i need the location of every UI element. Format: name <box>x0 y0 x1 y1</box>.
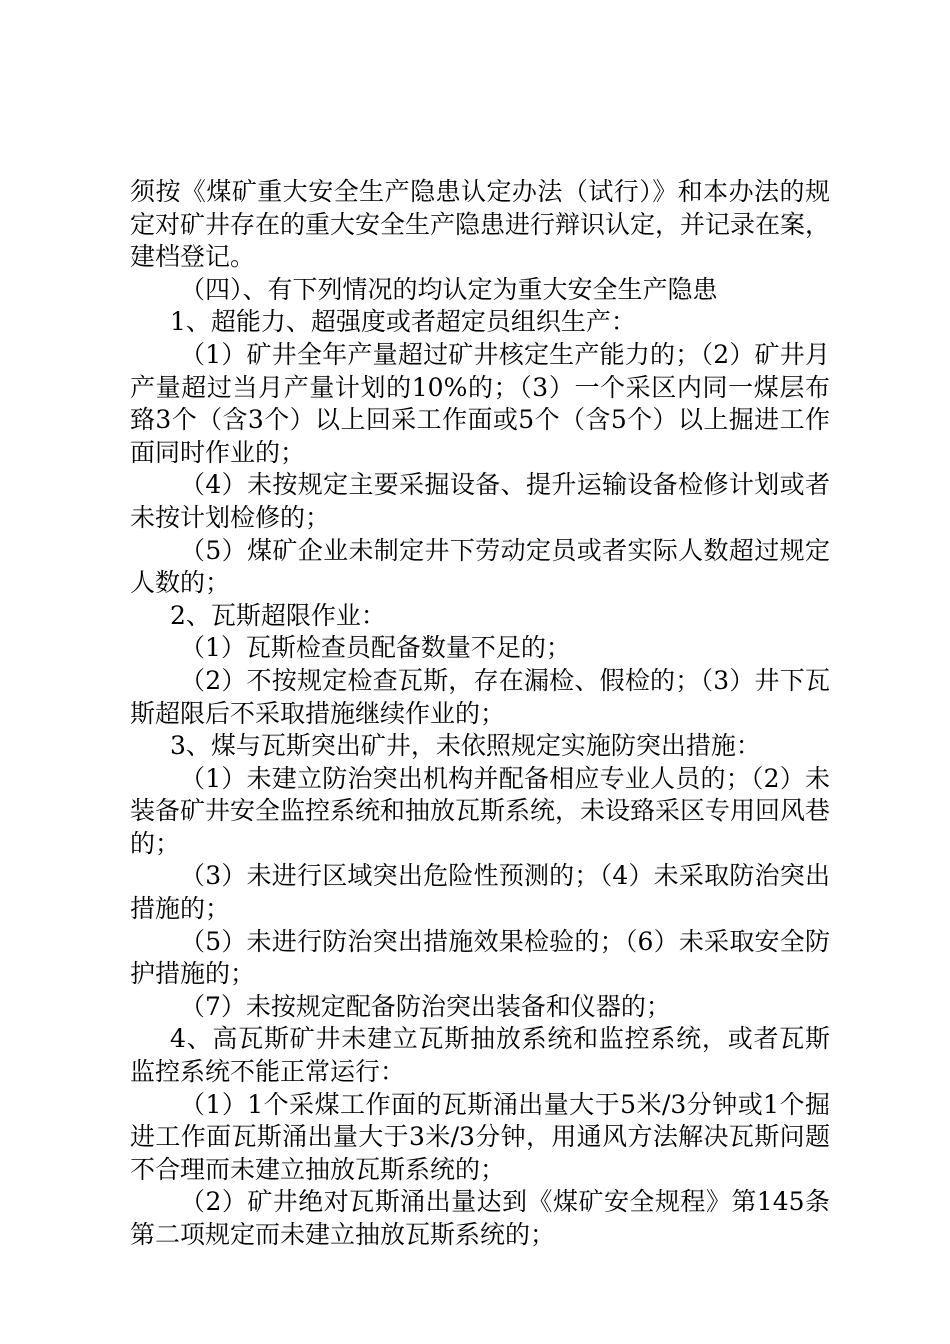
paragraph: （7）未按规定配备防治突出装备和仪器的； <box>180 991 671 1021</box>
paragraph: （4）未按规定主要采掘设备、提升运输设备检修计划或者未按计划检修的； <box>130 470 830 532</box>
paragraph: （3）未进行区域突出危险性预测的；（4）未采取防治突出措施的； <box>130 861 830 924</box>
paragraph: （1）未建立防治突出机构并配备相应专业人员的；（2）未装备矿井安全监控系统和抽放瓦斯系统，未设臵采区专用回风巷的； <box>130 763 831 858</box>
paragraph: （2）矿井绝对瓦斯涌出量达到《煤矿安全规程》第145条第二项规定而未建立抽放瓦斯系统的； <box>130 1187 830 1249</box>
item-heading: 4、高瓦斯矿井未建立瓦斯抽放系统和监控系统，或者瓦斯监控系统不能正常运行： <box>130 1024 830 1087</box>
section-heading: （四）、有下列情况的均认定为重大安全生产隐患 <box>180 274 718 304</box>
paragraph: （1）矿井全年产量超过矿井核定生产能力的；（2）矿井月产量超过当月产量计划的10%的；（3）一个采区内同一煤层布臵3个（含3个）以上回采工作面或5个（含5个）以上掘进工作面同时作业的； <box>130 339 830 467</box>
item-heading: 1、超能力、超强度或者超定员组织生产： <box>170 307 636 337</box>
paragraph: （1）1个采煤工作面的瓦斯涌出量大于5米/3分钟或1个掘进工作面瓦斯涌出量大于3米/3分钟，用通风方法解决瓦斯问题不合理而未建立抽放瓦斯系统的； <box>130 1089 830 1184</box>
paragraph: 须按《煤矿重大安全生产隐患认定办法（试行）》和本办法的规定对矿井存在的重大安全生产隐患进行辩识认定，并记录在案，建档登记。 <box>130 177 831 272</box>
item-heading: 2、瓦斯超限作业： <box>170 600 386 630</box>
paragraph: （2）不按规定检查瓦斯，存在漏检、假检的；（3）井下瓦斯超限后不采取措施继续作业的； <box>130 665 830 728</box>
document-body <box>130 176 830 1252</box>
paragraph: （1）瓦斯检查员配备数量不足的； <box>180 633 571 663</box>
paragraph: （5）未进行防治突出措施效果检验的；（6）未采取安全防护措施的； <box>130 926 830 989</box>
paragraph: （5）煤矿企业未制定井下劳动定员或者实际人数超过规定人数的； <box>130 535 830 598</box>
item-heading: 3、煤与瓦斯突出矿井，未依照规定实施防突出措施： <box>170 731 761 761</box>
